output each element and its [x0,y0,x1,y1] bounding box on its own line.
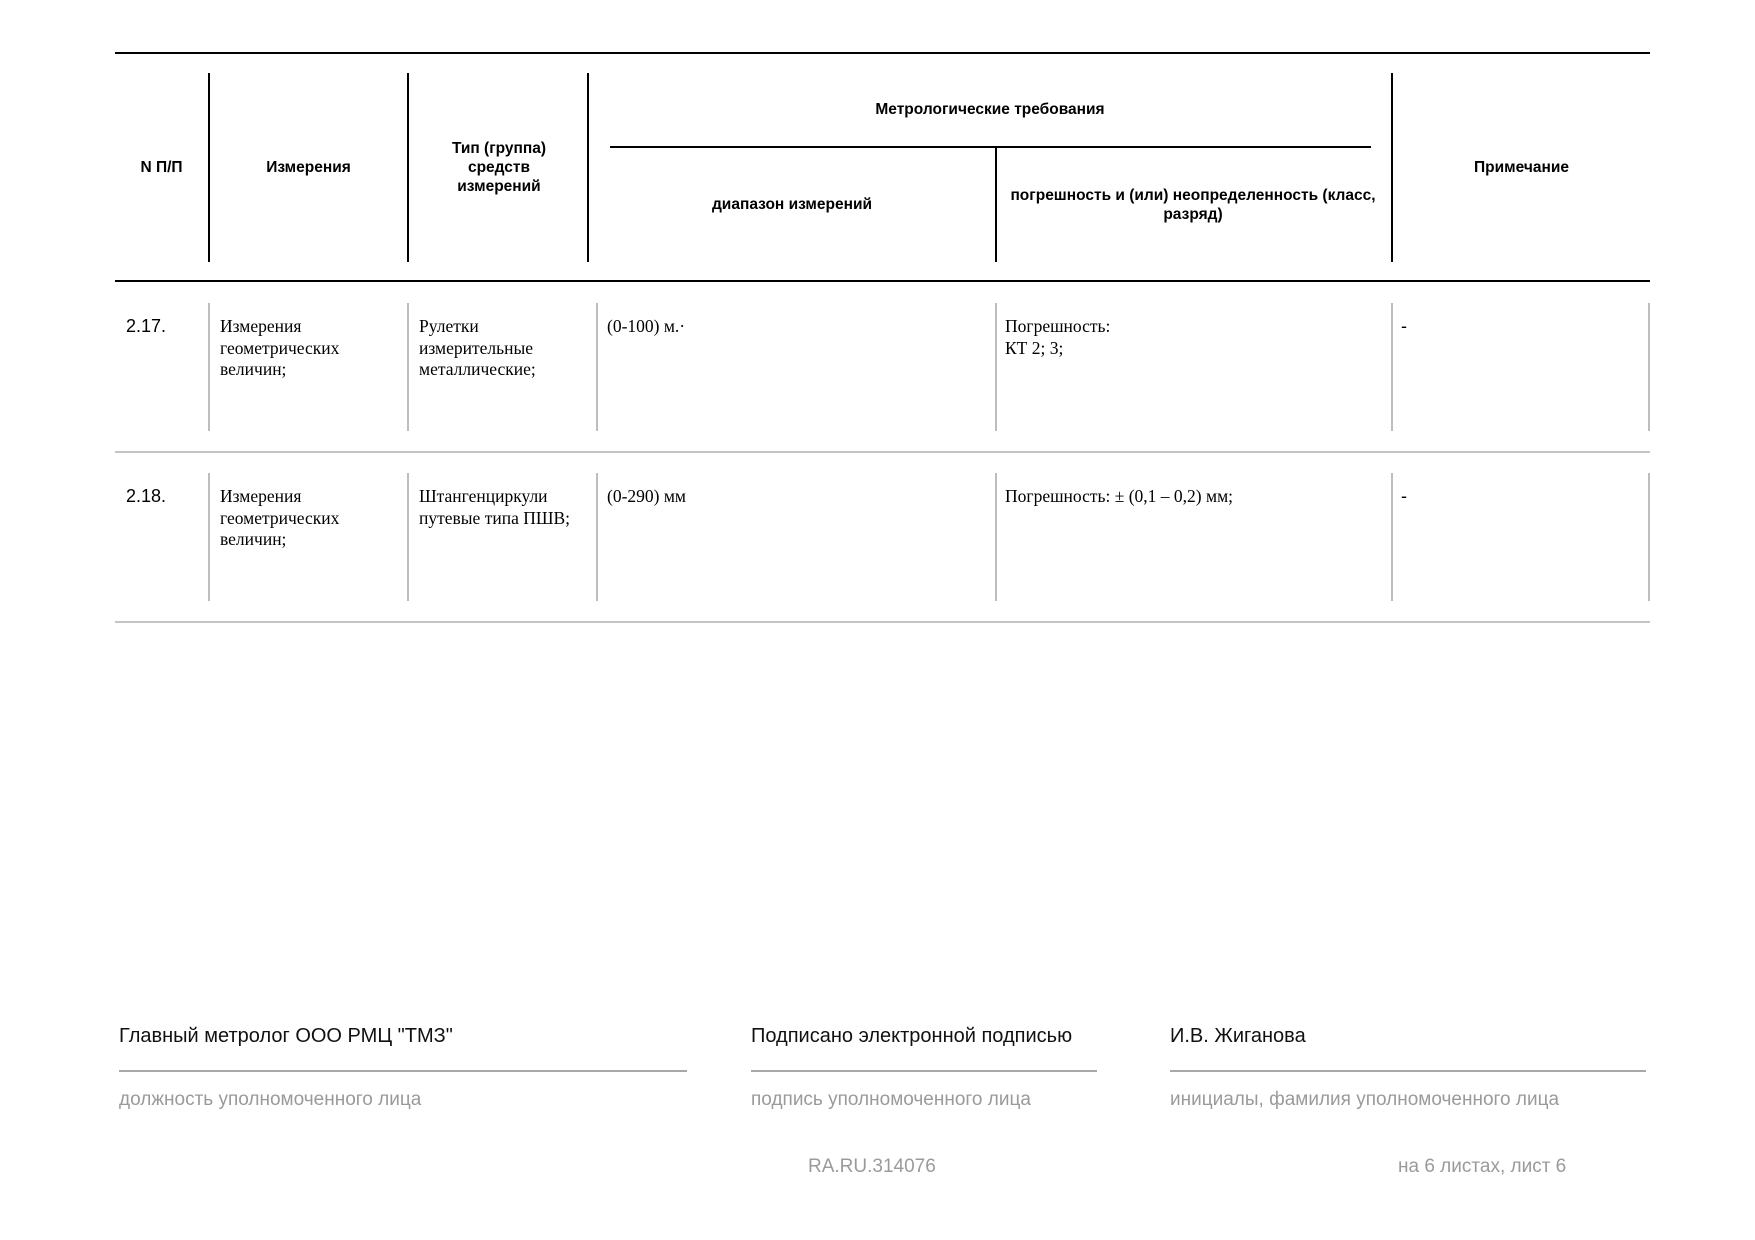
table-top-rule [115,52,1650,54]
cell-divider [1391,473,1393,601]
row-number: 2.18. [126,486,167,506]
header-error-uncertainty: погрешность и (или) неопределенность (класс, разряд) [1010,187,1376,223]
position-caption: должность уполномоченного лица [119,1089,422,1110]
measurements-cell: Измерения геометрических величин; [220,316,340,379]
cell-divider [596,303,598,431]
position-line [119,1070,687,1072]
official-position: Главный метролог ООО РМЦ "ТМЗ" [119,1025,453,1047]
header-bottom-rule [115,280,1650,282]
registration-number: RA.RU.314076 [808,1156,936,1177]
header-metrological-requirements: Метрологические требования [875,100,1105,118]
signature-caption: подпись уполномоченного лица [751,1089,1031,1110]
instrument-type-cell: Штангенциркули путевые типа ПШВ; [419,486,571,528]
name-caption: инициалы, фамилия уполномоченного лица [1170,1089,1560,1110]
table-bottom-rule [115,621,1650,623]
cell-divider [995,473,997,601]
cell-divider [208,473,210,601]
error-cell: Погрешность: ± (0,1 – 0,2) мм; [1005,486,1234,506]
cell-divider [208,303,210,431]
row-separator [115,451,1650,453]
cell-divider [1648,303,1650,431]
range-cell: (0-100) м.· [607,316,686,336]
range-cell: (0-290) мм [607,486,687,506]
header-instrument-type: Тип (группа) средств измерений [451,140,547,195]
sheet-counter: на 6 листах, лист 6 [1398,1156,1567,1177]
note-cell: - [1401,316,1407,336]
signature-line [751,1070,1097,1072]
header-measurement-range: диапазон измерений [711,195,873,213]
cell-divider [407,303,409,431]
cell-divider [407,473,409,601]
header-num: N П/П [140,159,183,176]
cell-divider [596,473,598,601]
header-note: Примечание [1474,159,1569,176]
metro-subheader-rule [610,146,1371,148]
official-name: И.В. Жиганова [1170,1025,1306,1047]
instrument-type-cell: Рулетки измерительные металлические; [419,316,536,379]
cell-divider [995,303,997,431]
cell-divider [1391,303,1393,431]
name-line [1170,1070,1646,1072]
error-cell: Погрешность: КТ 2; 3; [1005,316,1111,358]
header-divider [407,73,409,262]
measurements-cell: Измерения геометрических величин; [220,486,340,549]
signature-status: Подписано электронной подписью [751,1025,1073,1047]
header-divider [995,147,997,262]
row-number: 2.17. [126,316,167,336]
cell-divider [1648,473,1650,601]
header-measurements: Измерения [266,159,351,176]
note-cell: - [1401,486,1407,506]
